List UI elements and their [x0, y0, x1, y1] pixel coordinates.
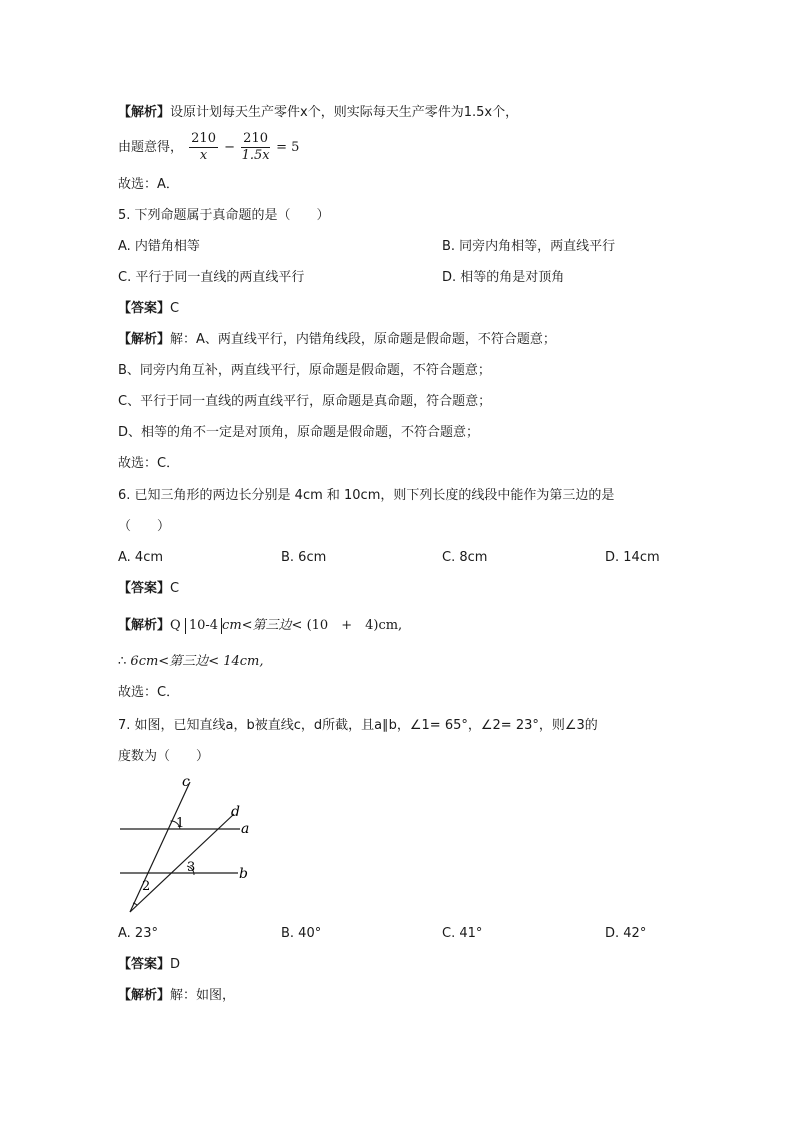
analysis-text: C、平行于同一直线的两直线平行，原命题是真命题，符合题意；: [118, 394, 492, 409]
conclusion: 故选：A．: [118, 177, 179, 192]
absolute-value: 10-4: [185, 618, 222, 634]
question-stem-cont: （ ）: [118, 519, 171, 534]
label-d: d: [231, 804, 240, 820]
fraction-numerator: 210: [191, 131, 216, 146]
fraction: [189, 131, 218, 164]
equation-line: [118, 128, 299, 168]
question-stem-cont: 度数为（ ）: [118, 749, 210, 764]
analysis-text: 解：如图，: [170, 988, 236, 1003]
fraction-denominator: 1.5x: [241, 148, 270, 163]
label-angle1: 1: [176, 816, 185, 831]
line-c: [130, 782, 190, 912]
analysis-line: [118, 104, 518, 122]
analysis-tag: 【解析】: [118, 332, 171, 347]
option-b: B. 40°: [281, 926, 322, 941]
analysis-tag: 【解析】: [118, 618, 171, 633]
answer-tag: 【答案】: [118, 301, 171, 316]
inequality-right: 14cm,: [223, 654, 264, 669]
inequality-tail: (10 + 4)cm,: [306, 618, 403, 633]
label-b: b: [239, 866, 248, 882]
analysis-line: [118, 653, 264, 671]
option-a: A. 内错角相等: [118, 239, 200, 254]
question-stem: 5. 下列命题属于真命题的是（ ）: [118, 208, 330, 223]
option-a: A. 23°: [118, 926, 158, 941]
equation-rhs: = 5: [276, 140, 300, 155]
analysis-text: D、相等的角不一定是对顶角，原命题是假命题，不符合题意；: [118, 425, 480, 440]
option-d: D. 14cm: [605, 550, 660, 565]
analysis-tag: 【解析】: [118, 988, 171, 1003]
answer-line: [118, 300, 179, 318]
analysis-text: B、同旁内角互补，两直线平行，原命题是假命题，不符合题意；: [118, 363, 491, 378]
option-a: A. 4cm: [118, 550, 164, 565]
question-stem: 6. 已知三角形的两边长分别是 4cm 和 10cm，则下列长度的线段中能作为第三边的是: [118, 488, 615, 503]
therefore-symbol: ∴: [118, 654, 127, 669]
fraction: [241, 131, 270, 164]
analysis-line: [118, 987, 235, 1005]
analysis-line: [118, 617, 402, 635]
label-a: a: [241, 821, 250, 837]
option-b: B. 同旁内角相等，两直线平行: [442, 239, 616, 254]
label-angle2: 2: [142, 879, 151, 894]
analysis-line: [118, 331, 556, 349]
inequality-middle: cm<第三边<: [222, 618, 303, 633]
option-b: B. 6cm: [281, 550, 327, 565]
question-stem: 7. 如图，已知直线a，b被直线c，d所截，且a∥b，∠1= 65°，∠2= 23°，则∠3的: [118, 718, 598, 733]
conclusion: 故选：C．: [118, 456, 180, 471]
fraction-numerator: 210: [243, 131, 268, 146]
answer-tag: 【答案】: [118, 581, 171, 596]
analysis-tag: 【解析】: [118, 105, 171, 120]
option-c: C. 41°: [442, 926, 483, 941]
conclusion: 故选：C．: [118, 685, 180, 700]
option-c: C. 平行于同一直线的两直线平行: [118, 270, 305, 285]
label-angle3: 3: [187, 860, 196, 875]
because-symbol: Q: [170, 618, 181, 633]
answer-line: [118, 580, 179, 598]
answer-tag: 【答案】: [118, 957, 171, 972]
equation-prefix: 由题意得，: [118, 140, 184, 155]
option-d: D. 42°: [605, 926, 647, 941]
analysis-text: 设原计划每天生产零件x个，则实际每天生产零件为1.5x个，: [170, 105, 519, 120]
fraction-denominator: x: [199, 148, 208, 163]
answer-line: [118, 956, 180, 974]
answer-value: C: [170, 301, 180, 316]
answer-value: C: [170, 581, 180, 596]
analysis-text: 解：A、两直线平行，内错角线段，原命题是假命题，不符合题意；: [170, 332, 556, 347]
label-c: c: [182, 774, 190, 790]
option-c: C. 8cm: [442, 550, 488, 565]
inequality-left: 6cm<第三边<: [130, 654, 220, 669]
answer-value: D: [170, 957, 181, 972]
geometry-figure: [110, 774, 270, 919]
option-d: D. 相等的角是对顶角: [442, 270, 565, 285]
minus-sign: −: [224, 140, 236, 155]
